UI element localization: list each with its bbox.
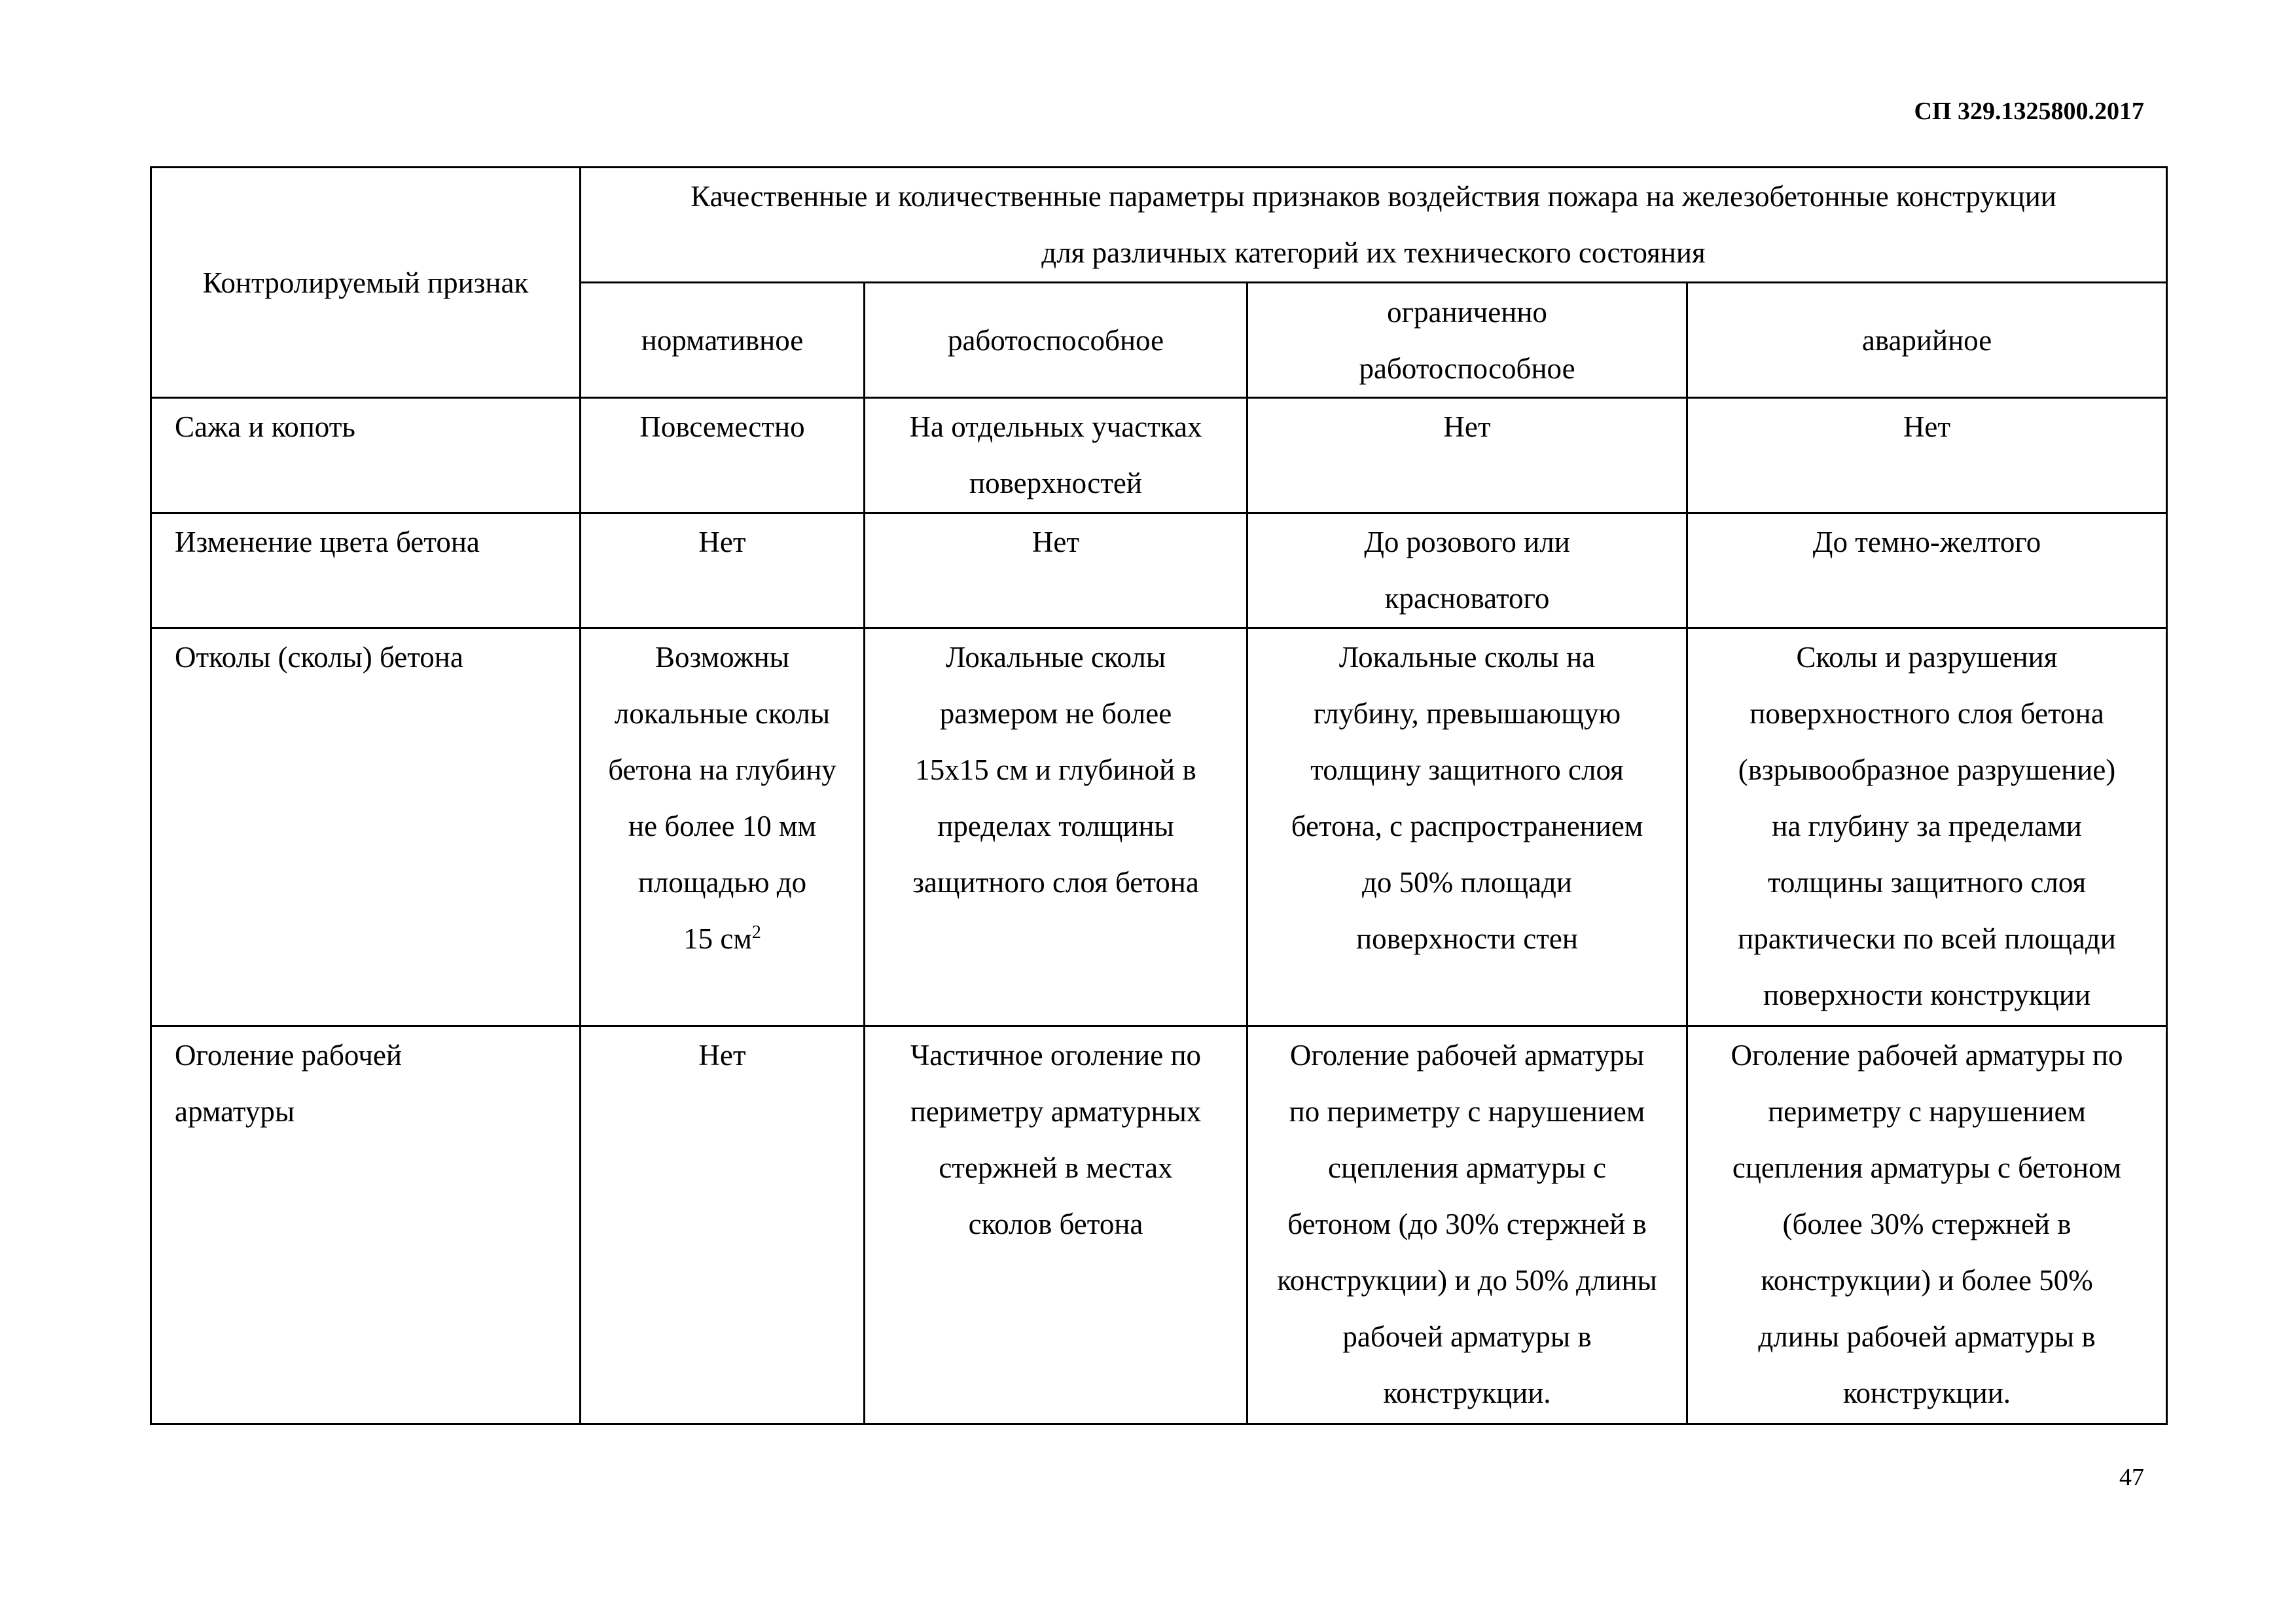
cell-text: до 50% площади xyxy=(1361,866,1573,899)
cell-text-with-superscript xyxy=(586,911,858,967)
table-row xyxy=(151,398,2167,513)
cell-text: Нет xyxy=(1031,526,1080,558)
cell-text: на глубину за пределами xyxy=(1772,810,2082,842)
state-header-normative xyxy=(581,283,865,398)
value-cell xyxy=(1247,628,1687,1026)
header-feature-text: Контролируемый признак xyxy=(202,266,529,299)
cell-text: поверхностей xyxy=(969,467,1142,499)
cell-text: сцепления арматуры с xyxy=(1328,1151,1606,1184)
cell-text: Нет xyxy=(1443,410,1491,443)
header-main-cell xyxy=(581,168,2167,283)
cell-text: бетона, с распространением xyxy=(1291,810,1643,842)
cell-text: 15х15 см и глубиной в xyxy=(915,753,1196,786)
page-number: 47 xyxy=(2119,1464,2144,1491)
fire-impact-table xyxy=(150,166,2168,1425)
cell-text: не более 10 мм xyxy=(628,810,816,842)
state-header-text: ограниченно xyxy=(1387,295,1547,329)
cell-text: поверхности стен xyxy=(1356,922,1578,955)
value-cell xyxy=(581,1026,865,1424)
cell-text: Нет xyxy=(698,1039,746,1072)
state-header-text: нормативное xyxy=(641,323,804,357)
feature-text: арматуры xyxy=(175,1095,295,1128)
cell-text: Повсеместно xyxy=(639,410,805,443)
table-row xyxy=(151,1026,2167,1424)
header-main-line: для различных категорий их технического состояния xyxy=(1041,236,1706,269)
cell-text: поверхностного слоя бетона xyxy=(1749,697,2104,730)
cell-text: бетона на глубину xyxy=(608,753,836,786)
cell-text: по периметру с нарушением xyxy=(1289,1095,1645,1128)
cell-text: Возможны xyxy=(655,641,789,674)
feature-cell xyxy=(151,398,581,513)
feature-cell xyxy=(151,628,581,1026)
value-cell xyxy=(581,513,865,628)
feature-cell xyxy=(151,1026,581,1424)
cell-text: конструкции) и более 50% xyxy=(1761,1264,2093,1297)
cell-text: На отдельных участках xyxy=(909,410,1202,443)
cell-text: Локальные сколы на xyxy=(1338,641,1596,674)
cell-text: Частичное оголение по xyxy=(910,1039,1202,1072)
value-cell xyxy=(865,513,1247,628)
cell-text: длины рабочей арматуры в xyxy=(1758,1320,2096,1353)
cell-text: (взрывообразное разрушение) xyxy=(1738,753,2116,786)
cell-text: периметру арматурных xyxy=(910,1095,1202,1128)
state-header-text: аварийное xyxy=(1861,323,1992,357)
cell-text: рабочей арматуры в xyxy=(1342,1320,1592,1353)
cell-text: поверхности конструкции xyxy=(1763,979,2091,1011)
table-row xyxy=(151,628,2167,1026)
cell-text: Локальные сколы xyxy=(945,641,1166,674)
cell-text: стержней в местах xyxy=(939,1151,1173,1184)
cell-text: Сколы и разрушения xyxy=(1796,641,2058,674)
feature-text: Сажа и копоть xyxy=(175,410,355,443)
state-header-limited xyxy=(1247,283,1687,398)
state-header-emergency xyxy=(1687,283,2167,398)
value-cell xyxy=(581,628,865,1026)
cell-text: толщины защитного слоя xyxy=(1767,866,2087,899)
cell-text: глубину, превышающую xyxy=(1313,697,1621,730)
table-row xyxy=(151,513,2167,628)
cell-text: красноватого xyxy=(1384,582,1550,615)
state-header-text: работоспособное xyxy=(947,323,1164,357)
cell-text: До розового или xyxy=(1364,526,1570,558)
cell-text: сколов бетона xyxy=(968,1208,1143,1240)
cell-text: конструкции. xyxy=(1842,1377,2011,1409)
value-cell xyxy=(1247,1026,1687,1424)
cell-text: Оголение рабочей арматуры по xyxy=(1731,1039,2123,1072)
cell-text: сцепления арматуры с бетоном xyxy=(1732,1151,2122,1184)
cell-text: пределах толщины xyxy=(937,810,1174,842)
value-cell xyxy=(1687,628,2167,1026)
value-cell xyxy=(1687,513,2167,628)
cell-text: (более 30% стержней в xyxy=(1782,1208,2072,1240)
value-cell xyxy=(1687,398,2167,513)
cell-text: Нет xyxy=(698,526,746,558)
cell-text: размером не более xyxy=(939,697,1172,730)
feature-text: Отколы (сколы) бетона xyxy=(175,641,463,674)
cell-text: Оголение рабочей арматуры xyxy=(1289,1039,1645,1072)
feature-text: Изменение цвета бетона xyxy=(175,526,480,558)
feature-text: Оголение рабочей xyxy=(175,1039,402,1072)
state-header-operable xyxy=(865,283,1247,398)
superscript: 2 xyxy=(751,922,761,943)
cell-text: конструкции) и до 50% длины xyxy=(1277,1264,1657,1297)
cell-text: Нет xyxy=(1903,410,1951,443)
cell-text: защитного слоя бетона xyxy=(912,866,1199,899)
header-row-main xyxy=(151,168,2167,283)
value-cell xyxy=(1247,513,1687,628)
cell-text: бетоном (до 30% стержней в xyxy=(1287,1208,1647,1240)
value-cell xyxy=(865,398,1247,513)
cell-text: площадью до xyxy=(637,866,807,899)
cell-text: конструкции. xyxy=(1383,1377,1551,1409)
feature-cell xyxy=(151,513,581,628)
header-main-line: Качественные и количественные параметры признаков воздействия пожара на железобетонные конструкции xyxy=(691,180,2056,213)
cell-text: 15 см xyxy=(683,922,752,955)
cell-text: периметру с нарушением xyxy=(1768,1095,2086,1128)
state-header-text: работоспособное xyxy=(1359,352,1575,385)
value-cell xyxy=(865,628,1247,1026)
cell-text: практически по всей площади xyxy=(1738,922,2116,955)
header-feature-cell xyxy=(151,168,581,398)
value-cell xyxy=(1687,1026,2167,1424)
cell-text: толщину защитного слоя xyxy=(1310,753,1624,786)
cell-text: До темно-желтого xyxy=(1812,526,2041,558)
value-cell xyxy=(865,1026,1247,1424)
value-cell xyxy=(581,398,865,513)
cell-text: локальные сколы xyxy=(614,697,831,730)
document-code: СП 329.1325800.2017 xyxy=(1914,98,2144,125)
value-cell xyxy=(1247,398,1687,513)
